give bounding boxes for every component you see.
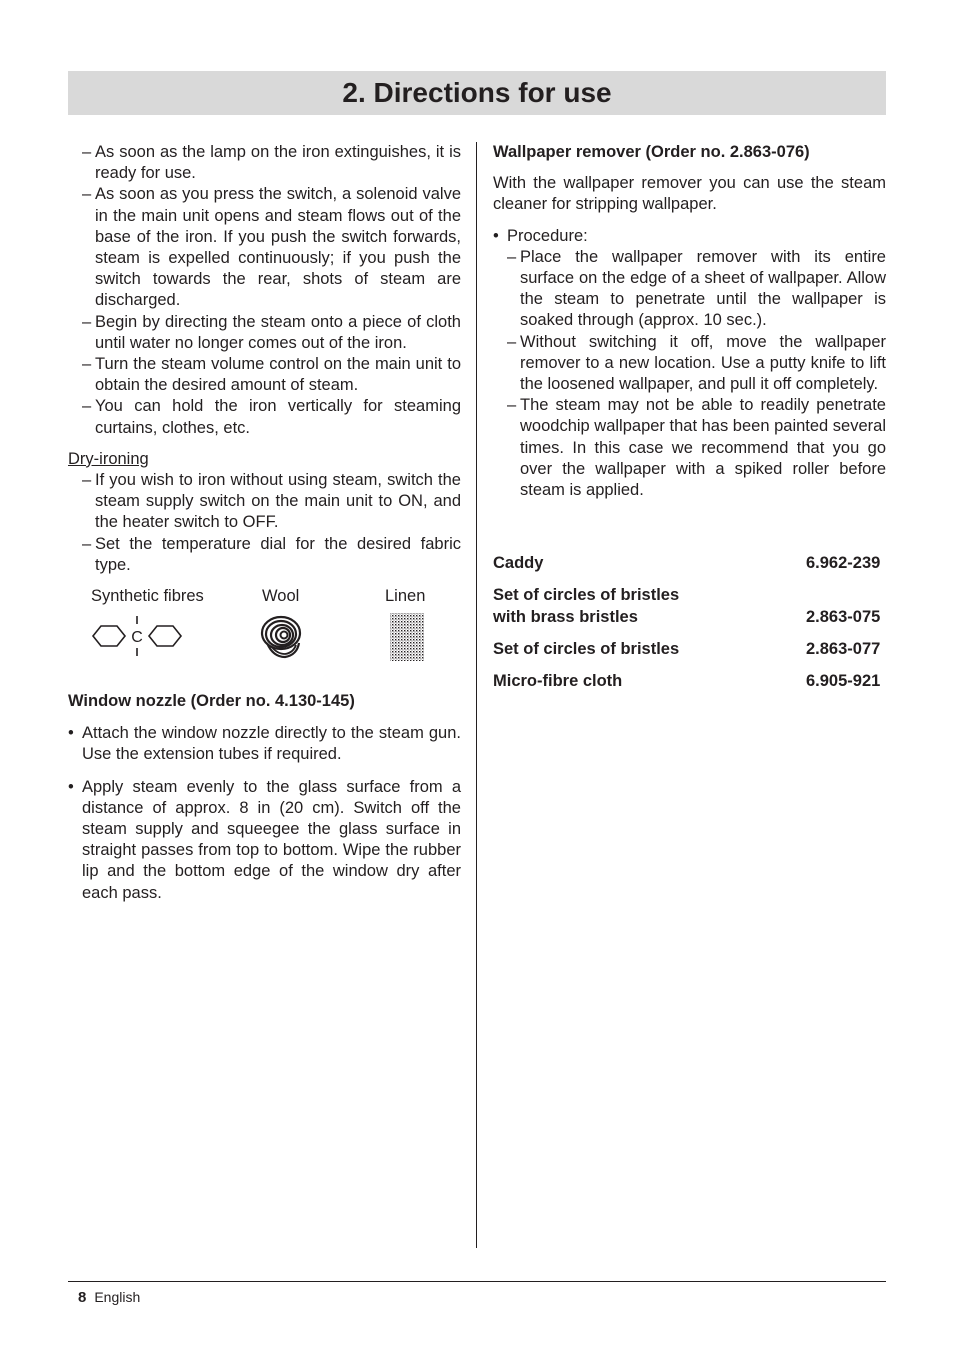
accessory-order-number: 2.863-077 — [806, 639, 881, 658]
dry-ironing-heading: Dry-ironing — [68, 449, 149, 468]
accessory-row — [493, 553, 886, 574]
procedure-label: • Procedure: — [493, 226, 588, 245]
list-item-text: Begin by directing the steam onto a piece of cloth until water no longer comes out of the iron. — [95, 312, 461, 352]
accessory-row — [493, 639, 886, 660]
accessory-name: Set of circles of bristles — [493, 639, 680, 658]
wallpaper-heading: Wallpaper remover (Order no. 2.863-076) — [493, 143, 810, 161]
list-item-text: You can hold the iron vertically for steaming curtains, clothes, etc. — [95, 397, 461, 437]
accessory-row — [493, 585, 886, 627]
list-item-text: As soon as the lamp on the iron extinguishes, it is ready for use. — [95, 143, 461, 183]
accessory-order-number: 6.962-239 — [806, 554, 881, 573]
accessory-name-line2: with brass bristles — [493, 607, 638, 626]
list-item-text: Turn the steam volume control on the main unit to obtain the desired amount of steam. — [95, 355, 461, 395]
list-item: – Without switching it off, move the wallpaper remover to a new location. Use a putty knife to lift the loosened wallpaper, and pull it off completely. — [507, 332, 886, 394]
list-item: – As soon as the lamp on the iron extinguishes, it is ready for use. — [82, 143, 461, 183]
accessory-order-number: 2.863-075 — [806, 607, 881, 626]
procedure-label-text: Procedure: — [507, 226, 588, 245]
footer-language: English — [94, 1289, 141, 1305]
accessory-name: Caddy — [493, 554, 544, 573]
list-item: – As soon as you press the switch, a solenoid valve in the main unit opens and steam flows out of the base of the iron. If you push the switch forwards, steam is expelled continuously; if you push the switch towards the rear, shots of steam are discharged. — [82, 185, 461, 310]
list-item: – Begin by directing the steam onto a piece of cloth until water no longer comes out of the iron. — [82, 312, 461, 352]
fabric-label-synthetic: Synthetic fibres — [91, 587, 204, 606]
list-item-text: Set the temperature dial for the desired fabric type. — [95, 534, 461, 574]
accessories-list — [493, 553, 886, 692]
list-item-text: Attach the window nozzle directly to the steam gun. Use the extension tubes if required. — [82, 724, 461, 764]
list-item: – Place the wallpaper remover with its entire surface on the edge of a sheet of wallpaper. Allow the steam to penetrate until the wallpaper is soaked through (approx. 10 sec.). — [507, 247, 886, 330]
window-nozzle-heading: Window nozzle (Order no. 4.130-145) — [68, 692, 355, 711]
accessory-name: Micro-fibre cloth — [493, 672, 623, 691]
fabric-label-wool: Wool — [262, 587, 300, 606]
accessory-row — [493, 671, 886, 692]
list-item-text: Apply steam evenly to the glass surface from a distance of approx. 8 in (20 cm). Switch off the steam supply and squeegee the glass surface in straight passes from top to bottom. Wipe the rubber lip and the bottom edge of the window dry after each pass. — [82, 777, 461, 902]
list-item-text: Without switching it off, move the wallpaper remover to a new location. Use a putty knife to lift the loosened wallpaper, and pull it off completely. — [520, 332, 886, 394]
page-number: 8 — [78, 1289, 87, 1306]
wool-icon — [259, 613, 305, 659]
list-item: – The steam may not be able to readily penetrate woodchip wallpaper that has been painted several times. In this case we recommend that you go over the wallpaper with a spiked roller before steam is applied. — [507, 396, 886, 500]
list-item: • Attach the window nozzle directly to the steam gun. Use the extension tubes if required. — [68, 724, 461, 764]
wallpaper-intro: With the wallpaper remover you can use the steam cleaner for stripping wallpaper. — [493, 174, 886, 214]
list-item: • Apply steam evenly to the glass surface from a distance of approx. 8 in (20 cm). Switch off the steam supply and squeegee the glass surface in straight passes from top to bottom. Wipe the rubber lip and the bottom edge of the window dry after each pass. — [68, 777, 461, 902]
column-divider — [476, 142, 477, 1248]
synthetic-fibre-icon — [91, 615, 183, 657]
linen-icon — [389, 612, 425, 662]
list-item: – You can hold the iron vertically for steaming curtains, clothes, etc. — [82, 397, 461, 437]
left-column — [68, 142, 461, 904]
fabric-label-linen: Linen — [385, 587, 426, 606]
list-item-text: If you wish to iron without using steam, switch the steam supply switch on the main unit to ON, and the heater switch to OFF. — [95, 471, 461, 532]
synthetic-symbol-letter: C — [131, 629, 143, 647]
fabric-symbols — [68, 586, 461, 664]
list-item: – If you wish to iron without using steam, switch the steam supply switch on the main unit to ON, and the heater switch to OFF. — [82, 471, 461, 532]
list-item-text: The steam may not be able to readily penetrate woodchip wallpaper that has been painted several times. In this case we recommend that you go over the wallpaper with a spiked roller before steam is applied. — [520, 396, 886, 500]
list-item-text: Place the wallpaper remover with its entire surface on the edge of a sheet of wallpaper. Allow the steam to penetrate until the wallpaper is soaked through (approx. 10 sec.). — [520, 247, 886, 330]
page-title: 2. Directions for use — [342, 77, 612, 108]
list-item-text: As soon as you press the switch, a solenoid valve in the main unit opens and steam flows out of the base of the iron. If you push the switch forwards, steam is expelled continuously; if you push the switch towards the rear, shots of steam are discharged. — [95, 185, 461, 310]
footer-rule — [68, 1281, 886, 1282]
accessory-order-number: 6.905-921 — [806, 672, 881, 691]
list-item: – Turn the steam volume control on the main unit to obtain the desired amount of steam. — [82, 355, 461, 395]
list-item: – Set the temperature dial for the desired fabric type. — [82, 534, 461, 574]
page-footer — [78, 1289, 140, 1306]
accessory-name: Set of circles of bristles — [493, 586, 680, 605]
right-column — [493, 142, 886, 703]
section-header-bar — [68, 71, 886, 115]
